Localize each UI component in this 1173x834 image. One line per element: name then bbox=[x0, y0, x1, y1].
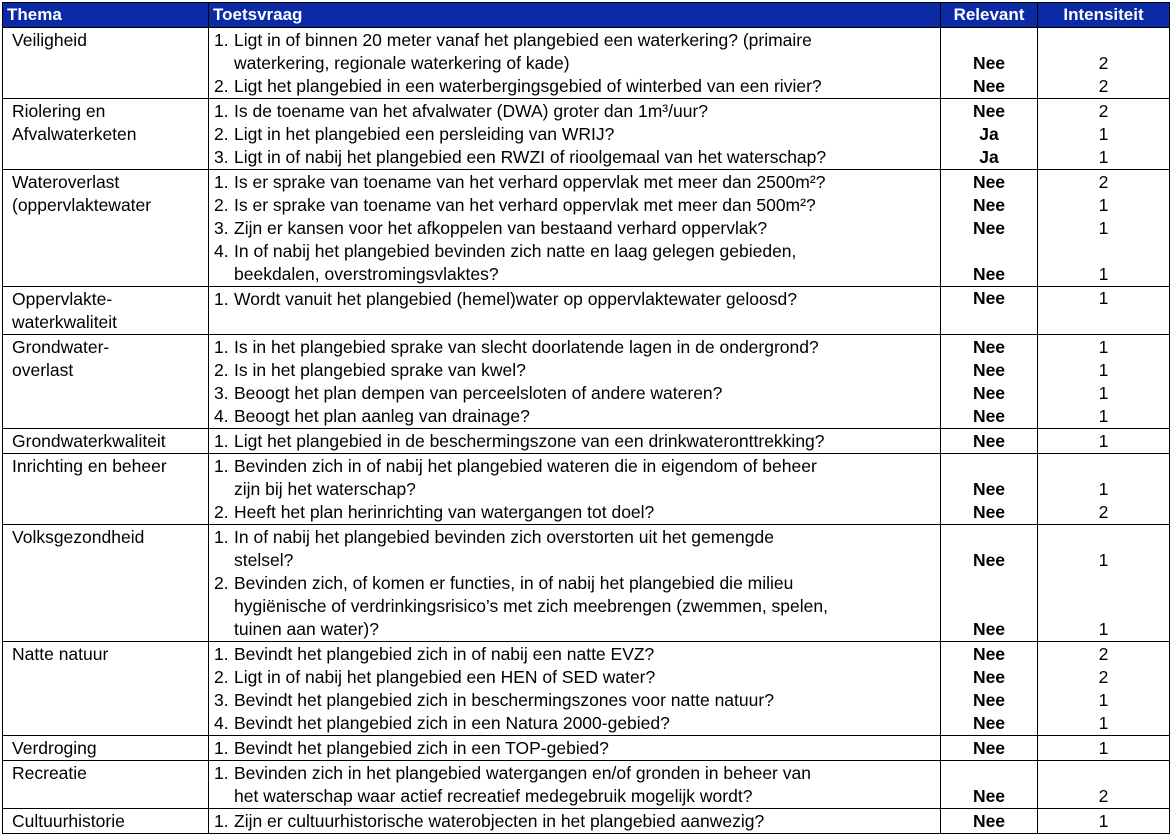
table-row bbox=[3, 335, 1170, 429]
question-text bbox=[234, 171, 935, 194]
question-number: 2. bbox=[214, 502, 229, 522]
question-text bbox=[234, 762, 935, 808]
relevant-value: Ja bbox=[979, 124, 999, 144]
question-item bbox=[214, 336, 935, 359]
question-number: 2. bbox=[214, 124, 229, 144]
question-item bbox=[214, 171, 935, 194]
question-item bbox=[214, 75, 935, 98]
intensiteit-cell bbox=[1038, 642, 1170, 736]
question-item bbox=[214, 526, 935, 572]
thema-cell bbox=[3, 736, 209, 761]
question-text bbox=[234, 643, 935, 666]
relevant-cell bbox=[941, 736, 1038, 761]
table-row bbox=[3, 28, 1170, 99]
toetsvraag-cell bbox=[209, 761, 941, 809]
question-text bbox=[234, 712, 935, 735]
thema-line: (oppervlaktewater bbox=[12, 195, 152, 215]
question-line: Ligt in of nabij het plangebied een HEN of SED water? bbox=[234, 667, 656, 687]
thema-line: Veiligheid bbox=[12, 30, 87, 50]
thema-cell bbox=[3, 809, 209, 834]
question-line: het waterschap waar actief recreatief medegebruik mogelijk wordt? bbox=[234, 786, 753, 806]
thema-cell bbox=[3, 525, 209, 642]
question-text bbox=[234, 737, 935, 760]
relevant-cell bbox=[941, 429, 1038, 454]
intensiteit-value: 1 bbox=[1098, 337, 1109, 357]
question-text bbox=[234, 288, 935, 311]
toetsvraag-cell bbox=[209, 287, 941, 335]
intensiteit-cell bbox=[1038, 335, 1170, 429]
toetsvraag-cell bbox=[209, 28, 941, 99]
question-item bbox=[214, 146, 935, 169]
toetsvraag-cell bbox=[209, 429, 941, 454]
thema-line: Cultuurhistorie bbox=[12, 811, 125, 831]
relevant-cell bbox=[941, 287, 1038, 335]
intensiteit-value: 1 bbox=[1098, 360, 1109, 380]
table-row bbox=[3, 287, 1170, 335]
intensiteit-value: 2 bbox=[1098, 786, 1109, 806]
intensiteit-cell bbox=[1038, 809, 1170, 834]
thema-cell bbox=[3, 454, 209, 525]
question-line: Bevinden zich in of nabij het plangebied wateren die in eigendom of beheer bbox=[234, 456, 817, 476]
thema-line: waterkwaliteit bbox=[12, 312, 118, 332]
thema-line: Recreatie bbox=[12, 763, 87, 783]
thema-line: Inrichting en beheer bbox=[12, 456, 167, 476]
intensiteit-value: 1 bbox=[1098, 690, 1109, 710]
question-line: Bevinden zich in het plangebied watergangen en/of gronden in beheer van bbox=[234, 763, 811, 783]
question-number: 2. bbox=[214, 573, 229, 593]
thema-cell bbox=[3, 287, 209, 335]
question-line: Beoogt het plan aanleg van drainage? bbox=[234, 406, 530, 426]
question-text bbox=[234, 100, 935, 123]
question-number: 1. bbox=[214, 431, 229, 451]
question-line: Ligt het plangebied in de beschermingszone van een drinkwateronttrekking? bbox=[234, 431, 825, 451]
thema-line: Wateroverlast bbox=[12, 172, 120, 192]
table-row bbox=[3, 170, 1170, 287]
intensiteit-value: 1 bbox=[1098, 264, 1109, 284]
intensiteit-value: 2 bbox=[1098, 76, 1109, 96]
relevant-value: Nee bbox=[972, 101, 1006, 121]
question-line: Is de toename van het afvalwater (DWA) groter dan 1m³/uur? bbox=[234, 101, 709, 121]
toetsvraag-cell bbox=[209, 809, 941, 834]
question-line: hygiënische of verdrinkingsrisico’s met zich meebrengen (zwemmen, spelen, bbox=[234, 596, 828, 616]
thema-line: Riolering en bbox=[12, 101, 106, 121]
intensiteit-value: 2 bbox=[1098, 53, 1109, 73]
question-line: Is in het plangebied sprake van slecht doorlatende lagen in de ondergrond? bbox=[234, 337, 819, 357]
question-line: Is in het plangebied sprake van kwel? bbox=[234, 360, 526, 380]
relevant-cell bbox=[941, 454, 1038, 525]
question-line: Ligt in of binnen 20 meter vanaf het plangebied een waterkering? (primaire bbox=[234, 30, 812, 50]
relevant-cell bbox=[941, 335, 1038, 429]
relevant-cell bbox=[941, 28, 1038, 99]
question-item bbox=[214, 100, 935, 123]
question-number: 1. bbox=[214, 763, 229, 783]
question-item bbox=[214, 666, 935, 689]
relevant-cell bbox=[941, 809, 1038, 834]
relevant-value: Nee bbox=[972, 264, 1006, 284]
question-item bbox=[214, 689, 935, 712]
intensiteit-cell bbox=[1038, 429, 1170, 454]
intensiteit-cell bbox=[1038, 454, 1170, 525]
intensiteit-value: 1 bbox=[1098, 550, 1109, 570]
question-item bbox=[214, 359, 935, 382]
question-text bbox=[234, 194, 935, 217]
thema-line: Natte natuur bbox=[12, 644, 109, 664]
relevant-cell bbox=[941, 642, 1038, 736]
intensiteit-value: 1 bbox=[1098, 406, 1109, 426]
thema-line: Grondwaterkwaliteit bbox=[12, 431, 166, 451]
question-number: 1. bbox=[214, 456, 229, 476]
question-item bbox=[214, 288, 935, 311]
intensiteit-cell bbox=[1038, 736, 1170, 761]
table-row bbox=[3, 809, 1170, 834]
table-row bbox=[3, 736, 1170, 761]
question-number: 3. bbox=[214, 383, 229, 403]
question-text bbox=[234, 689, 935, 712]
intensiteit-value: 1 bbox=[1098, 195, 1109, 215]
relevant-value: Nee bbox=[972, 195, 1006, 215]
question-number: 1. bbox=[214, 738, 229, 758]
intensiteit-value: 1 bbox=[1098, 811, 1109, 831]
question-item bbox=[214, 643, 935, 666]
question-line: In of nabij het plangebied bevinden zich overstorten uit het gemengde bbox=[234, 527, 774, 547]
relevant-value: Nee bbox=[972, 786, 1006, 806]
toetsvraag-cell bbox=[209, 335, 941, 429]
relevant-value: Nee bbox=[972, 713, 1006, 733]
thema-line: Oppervlakte- bbox=[12, 289, 113, 309]
question-number: 1. bbox=[214, 527, 229, 547]
question-line: Bevindt het plangebied zich in beschermingszones voor natte natuur? bbox=[234, 690, 774, 710]
question-line: Heeft het plan herinrichting van watergangen tot doel? bbox=[234, 502, 655, 522]
question-line: Bevindt het plangebied zich in of nabij een natte EVZ? bbox=[234, 644, 655, 664]
question-number: 2. bbox=[214, 76, 229, 96]
question-text bbox=[234, 526, 935, 572]
relevant-value: Nee bbox=[972, 383, 1006, 403]
thema-cell bbox=[3, 335, 209, 429]
relevant-value: Nee bbox=[972, 667, 1006, 687]
question-number: 3. bbox=[214, 218, 229, 238]
table-body bbox=[3, 28, 1170, 834]
intensiteit-value: 2 bbox=[1098, 101, 1109, 121]
question-item bbox=[214, 737, 935, 760]
toetsvraag-cell bbox=[209, 525, 941, 642]
relevant-value: Nee bbox=[972, 288, 1006, 308]
question-line: In of nabij het plangebied bevinden zich natte en laag gelegen gebieden, bbox=[234, 241, 797, 261]
relevant-value: Nee bbox=[972, 76, 1006, 96]
question-text bbox=[234, 75, 935, 98]
intensiteit-value: 2 bbox=[1098, 502, 1109, 522]
question-text bbox=[234, 430, 935, 453]
intensiteit-cell bbox=[1038, 761, 1170, 809]
relevant-cell bbox=[941, 761, 1038, 809]
intensiteit-value: 1 bbox=[1098, 713, 1109, 733]
question-item bbox=[214, 712, 935, 735]
question-item bbox=[214, 430, 935, 453]
relevant-value: Nee bbox=[972, 690, 1006, 710]
thema-line: Grondwater- bbox=[12, 337, 110, 357]
question-number: 4. bbox=[214, 713, 229, 733]
question-line: Ligt in of nabij het plangebied een RWZI of rioolgemaal van het waterschap? bbox=[234, 147, 827, 167]
question-number: 1. bbox=[214, 30, 229, 50]
relevant-value: Nee bbox=[972, 811, 1006, 831]
question-number: 1. bbox=[214, 172, 229, 192]
question-line: zijn bij het waterschap? bbox=[234, 479, 416, 499]
relevant-value: Nee bbox=[972, 619, 1006, 639]
header-row bbox=[3, 3, 1170, 28]
question-item bbox=[214, 455, 935, 501]
question-item bbox=[214, 240, 935, 286]
question-line: Wordt vanuit het plangebied (hemel)water op oppervlaktewater geloosd? bbox=[234, 289, 797, 309]
header-thema: Thema bbox=[3, 3, 209, 28]
relevant-value: Nee bbox=[972, 644, 1006, 664]
question-number: 3. bbox=[214, 147, 229, 167]
question-item bbox=[214, 382, 935, 405]
relevant-cell bbox=[941, 525, 1038, 642]
relevant-value: Nee bbox=[972, 550, 1006, 570]
intensiteit-value: 1 bbox=[1098, 124, 1109, 144]
intensiteit-value: 2 bbox=[1098, 667, 1109, 687]
question-line: beekdalen, overstromingsvlaktes? bbox=[234, 264, 499, 284]
intensiteit-value: 1 bbox=[1098, 288, 1109, 308]
thema-line: Afvalwaterketen bbox=[12, 124, 137, 144]
thema-line: Verdroging bbox=[12, 738, 97, 758]
question-text bbox=[234, 240, 935, 286]
header-relevant: Relevant bbox=[941, 3, 1038, 28]
question-text bbox=[234, 29, 935, 75]
intensiteit-value: 1 bbox=[1098, 479, 1109, 499]
table-row bbox=[3, 642, 1170, 736]
header-toetsvraag: Toetsvraag bbox=[209, 3, 941, 28]
table-row bbox=[3, 525, 1170, 642]
thema-line: overlast bbox=[12, 360, 74, 380]
intensiteit-cell bbox=[1038, 99, 1170, 170]
question-text bbox=[234, 810, 935, 833]
question-line: waterkering, regionale waterkering of kade) bbox=[234, 53, 570, 73]
relevant-value: Nee bbox=[972, 218, 1006, 238]
question-item bbox=[214, 810, 935, 833]
intensiteit-value: 1 bbox=[1098, 431, 1109, 451]
intensiteit-value: 1 bbox=[1098, 619, 1109, 639]
intensiteit-cell bbox=[1038, 287, 1170, 335]
question-number: 4. bbox=[214, 406, 229, 426]
intensiteit-value: 2 bbox=[1098, 172, 1109, 192]
question-text bbox=[234, 382, 935, 405]
question-text bbox=[234, 501, 935, 524]
question-item bbox=[214, 194, 935, 217]
question-text bbox=[234, 455, 935, 501]
question-line: Bevindt het plangebied zich in een TOP-gebied? bbox=[234, 738, 609, 758]
question-text bbox=[234, 359, 935, 382]
question-line: stelsel? bbox=[234, 550, 294, 570]
question-item bbox=[214, 29, 935, 75]
question-line: Bevindt het plangebied zich in een Natura 2000-gebied? bbox=[234, 713, 670, 733]
question-line: Is er sprake van toename van het verhard oppervlak met meer dan 500m²? bbox=[234, 195, 816, 215]
question-number: 4. bbox=[214, 241, 229, 261]
relevant-cell bbox=[941, 99, 1038, 170]
question-number: 1. bbox=[214, 101, 229, 121]
intensiteit-cell bbox=[1038, 170, 1170, 287]
question-line: tuinen aan water)? bbox=[234, 619, 379, 639]
intensiteit-value: 1 bbox=[1098, 147, 1109, 167]
thema-cell bbox=[3, 429, 209, 454]
intensiteit-cell bbox=[1038, 525, 1170, 642]
intensiteit-cell bbox=[1038, 28, 1170, 99]
question-item bbox=[214, 501, 935, 524]
question-line: Ligt het plangebied in een waterbergingsgebied of winterbed van een rivier? bbox=[234, 76, 822, 96]
relevant-value: Nee bbox=[972, 53, 1006, 73]
intensiteit-value: 2 bbox=[1098, 644, 1109, 664]
thema-cell bbox=[3, 28, 209, 99]
relevant-value: Nee bbox=[972, 738, 1006, 758]
question-item bbox=[214, 217, 935, 240]
question-number: 3. bbox=[214, 690, 229, 710]
question-item bbox=[214, 572, 935, 641]
intensiteit-value: 1 bbox=[1098, 218, 1109, 238]
question-line: Zijn er cultuurhistorische waterobjecten in het plangebied aanwezig? bbox=[234, 811, 765, 831]
relevant-value: Ja bbox=[979, 147, 999, 167]
question-line: Zijn er kansen voor het afkoppelen van bestaand verhard oppervlak? bbox=[234, 218, 768, 238]
toetsvraag-cell bbox=[209, 736, 941, 761]
intensiteit-value: 1 bbox=[1098, 383, 1109, 403]
question-item bbox=[214, 405, 935, 428]
table-row bbox=[3, 99, 1170, 170]
thema-cell bbox=[3, 761, 209, 809]
question-line: Beoogt het plan dempen van perceelsloten of andere wateren? bbox=[234, 383, 723, 403]
relevant-value: Nee bbox=[972, 172, 1006, 192]
question-text bbox=[234, 123, 935, 146]
question-text bbox=[234, 666, 935, 689]
table-row bbox=[3, 429, 1170, 454]
question-number: 1. bbox=[214, 644, 229, 664]
question-item bbox=[214, 123, 935, 146]
question-number: 1. bbox=[214, 289, 229, 309]
question-line: Is er sprake van toename van het verhard oppervlak met meer dan 2500m²? bbox=[234, 172, 826, 192]
question-text bbox=[234, 146, 935, 169]
question-item bbox=[214, 762, 935, 808]
thema-cell bbox=[3, 170, 209, 287]
question-number: 1. bbox=[214, 337, 229, 357]
relevant-value: Nee bbox=[972, 406, 1006, 426]
relevant-value: Nee bbox=[972, 337, 1006, 357]
toetsvraag-cell bbox=[209, 170, 941, 287]
question-number: 2. bbox=[214, 195, 229, 215]
toetsvraag-cell bbox=[209, 642, 941, 736]
question-text bbox=[234, 572, 935, 641]
relevant-value: Nee bbox=[972, 360, 1006, 380]
question-line: Bevinden zich, of komen er functies, in of nabij het plangebied die milieu bbox=[234, 573, 794, 593]
thema-cell bbox=[3, 99, 209, 170]
question-line: Ligt in het plangebied een persleiding van WRIJ? bbox=[234, 124, 615, 144]
question-number: 1. bbox=[214, 811, 229, 831]
header-intensiteit: Intensiteit bbox=[1038, 3, 1170, 28]
relevant-value: Nee bbox=[972, 431, 1006, 451]
table-row bbox=[3, 761, 1170, 809]
relevant-cell bbox=[941, 170, 1038, 287]
thema-line: Volksgezondheid bbox=[12, 527, 145, 547]
toetsvraag-cell bbox=[209, 454, 941, 525]
question-text bbox=[234, 405, 935, 428]
question-text bbox=[234, 336, 935, 359]
question-text bbox=[234, 217, 935, 240]
toetsvraag-cell bbox=[209, 99, 941, 170]
table-row bbox=[3, 454, 1170, 525]
question-number: 2. bbox=[214, 667, 229, 687]
thema-cell bbox=[3, 642, 209, 736]
question-number: 2. bbox=[214, 360, 229, 380]
relevant-value: Nee bbox=[972, 502, 1006, 522]
watertoets-table bbox=[2, 2, 1170, 834]
intensiteit-value: 1 bbox=[1098, 738, 1109, 758]
relevant-value: Nee bbox=[972, 479, 1006, 499]
